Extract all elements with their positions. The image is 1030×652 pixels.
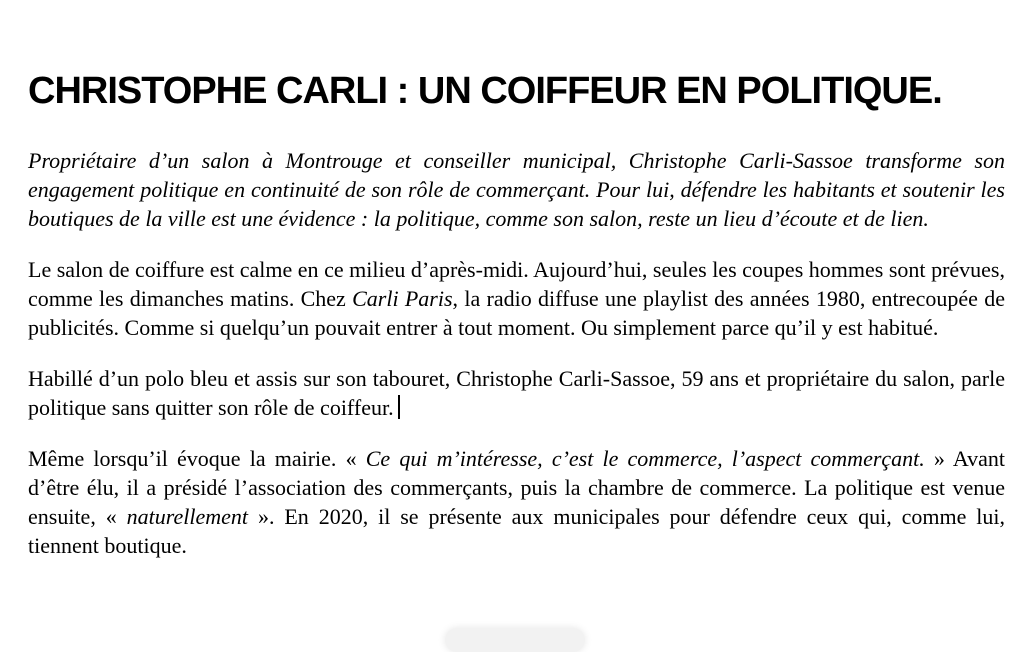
paragraph-salon [28,255,1005,342]
text-cursor [398,395,400,419]
text-run: Habillé d’un polo bleu et assis sur son tabouret, Christophe Carli-Sassoe, 59 ans et propriétaire du salon, parle politique sans quitter son rôle de coiffeur. [28,365,1005,420]
article-title: CHRISTOPHE CARLI : UN COIFFEUR EN POLITIQUE. [28,70,942,112]
text-run: » Avant d’être élu, il a présidé l’association des commerçants, puis la chambre de commerce. La politique est venue ensuite, « [28,445,1005,529]
article-body[interactable] [28,146,1005,560]
bottom-ui-pill[interactable] [445,628,585,652]
text-run: Carli Paris [352,285,453,311]
text-run: Même lorsqu’il évoque la mairie. « [28,445,366,471]
text-run: Propriétaire d’un salon à Montrouge et conseiller municipal, Christophe Carli-Sassoe transforme son engagement politique en continuité de son rôle de commerçant. Pour lui, défendre les habitants et soutenir les boutiques de la ville est une évidence : la politique, comme son salon, reste un lieu d’écoute et de lien. [28,147,1005,231]
paragraph-habille [28,364,1005,422]
paragraph-mairie [28,444,1005,560]
text-run: naturellement [126,503,249,529]
lead-paragraph [28,146,1005,233]
text-run: , la radio diffuse une playlist des années 1980, entrecoupée de publicités. Comme si quelqu’un pouvait entrer à tout moment. Ou simplement parce qu’il y est habitué. [28,285,1005,340]
text-run: Le salon de coiffure est calme en ce milieu d’après-midi. Aujourd’hui, seules les coupes hommes sont prévues, comme les dimanches matins. Chez [28,256,1005,311]
text-run: ». En 2020, il se présente aux municipales pour défendre ceux qui, comme lui, tiennent boutique. [28,503,1005,558]
text-run: Ce qui m’intéresse, c’est le commerce, l’aspect commerçant. [365,445,925,471]
